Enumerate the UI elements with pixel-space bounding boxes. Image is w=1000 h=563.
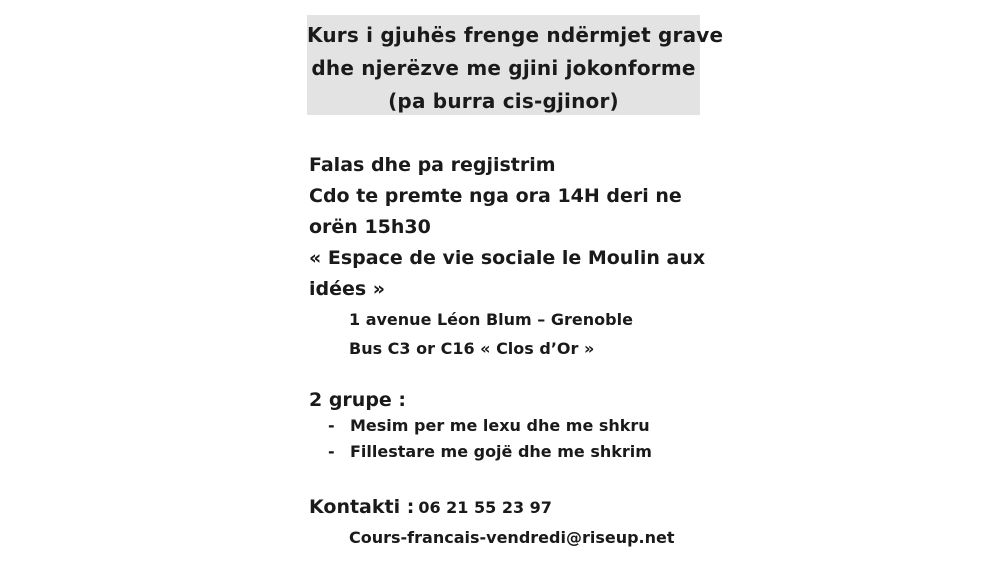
title-line-2: dhe njerëzve me gjini jokonforme bbox=[311, 56, 696, 80]
bullet-dash: - bbox=[328, 442, 335, 461]
groups-list bbox=[328, 413, 652, 465]
title-line-1: Kurs i gjuhës frenge ndërmjet grave bbox=[307, 23, 724, 47]
group-item-label: Mesim per me lexu dhe me shkru bbox=[350, 416, 650, 435]
groups-heading: 2 grupe : bbox=[309, 389, 407, 411]
contact-phone: 06 21 55 23 97 bbox=[418, 498, 552, 517]
contact-line bbox=[309, 496, 552, 518]
free-text: Falas dhe pa regjistrim bbox=[309, 154, 556, 176]
group-item-label: Fillestare me gojë dhe me shkrim bbox=[350, 442, 652, 461]
address-text: 1 avenue Léon Blum – Grenoble bbox=[349, 310, 633, 329]
bullet-dash: - bbox=[328, 416, 335, 435]
list-item bbox=[328, 413, 652, 439]
schedule-line-2: orën 15h30 bbox=[309, 216, 431, 238]
contact-label: Kontakti : bbox=[309, 496, 415, 518]
schedule-line-1: Cdo te premte nga ora 14H deri ne bbox=[309, 185, 682, 207]
list-item bbox=[328, 439, 652, 465]
info-block bbox=[309, 150, 709, 363]
bus-text: Bus C3 or C16 « Clos d’Or » bbox=[349, 339, 595, 358]
venue-line-1: « Espace de vie sociale le Moulin aux bbox=[309, 247, 706, 269]
contact-email: Cours-francais-vendredi@riseup.net bbox=[349, 528, 675, 547]
venue-line-2: idées » bbox=[309, 278, 386, 300]
title-banner bbox=[307, 15, 724, 115]
title-line-3: (pa burra cis-gjinor) bbox=[388, 89, 619, 113]
